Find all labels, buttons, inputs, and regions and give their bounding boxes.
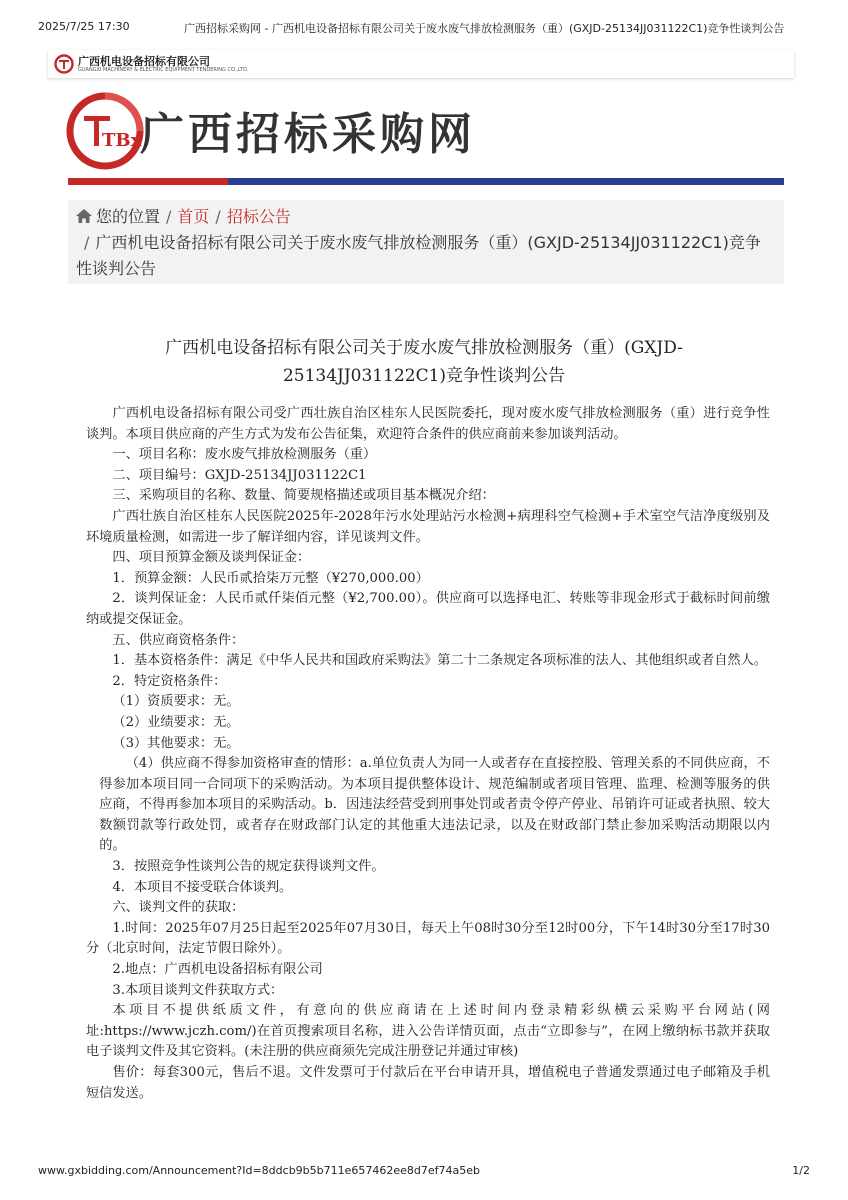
site-banner	[62, 84, 784, 194]
paragraph-exclusion-rules: （4）供应商不得参加资格审查的情形：a.单位负责人为同一人或者存在直接控股、管理关系的不同供应商，不得参加本项目同一合同项下的采购活动。为本项目提供整体设计、规范编制或者项目管理、监理、检测等服务的供应商，不得再参加本项目的采购活动。b．因违法经营受到刑事处罚或者责令停产停业、吊销许可证或者执照、较大数额罚款等行政处罚，或者存在财政部门认定的其他重大违法记录，以及在财政部门禁止参加采购活动期限以内的。	[99, 756, 770, 854]
paragraph-basic-qualification: 1．基本资格条件：满足《中华人民共和国政府采购法》第二十二条规定各项标准的法人、其他组织或者自然人。	[112, 653, 767, 669]
logo-text: TBx	[102, 130, 142, 151]
paragraph-price: 售价：每套300元，售后不退。文件发票可于付款后在平台申请开具，增值税电子普通发票通过电子邮箱及手机短信发送。	[86, 1065, 770, 1101]
home-icon	[76, 209, 92, 223]
breadcrumb-separator: /	[84, 233, 90, 252]
paragraph-project-name: 一、项目名称：废水废气排放检测服务（重）	[112, 447, 377, 463]
paragraph-qualification-item: （1）资质要求：无。	[112, 694, 240, 710]
paragraph-no-consortium: 4．本项目不接受联合体谈判。	[112, 879, 293, 895]
print-url: www.gxbidding.com/Announcement?Id=8ddcb9b5b711e657462ee8d7ef74a5eb	[38, 1164, 481, 1177]
company-name-en: GUANGXI MACHINERY & ELECTRIC EQUIPMENT TENDERING CO.,LTD.	[78, 67, 249, 73]
breadcrumb-location-label: 您的位置	[96, 207, 161, 226]
company-logo-icon	[54, 54, 74, 74]
paragraph-specific-qualification: 2．特定资格条件：	[112, 673, 227, 689]
paragraph-section-4-heading: 四、项目预算金额及谈判保证金：	[112, 550, 311, 566]
print-header	[38, 20, 810, 36]
print-page-title: 广西招标采购网 - 广西机电设备招标有限公司关于废水废气排放检测服务（重）(GXJD-25134JJ031122C1)竞争性谈判公告	[184, 22, 785, 35]
paragraph-time: 1.时间：2025年07月25日起至2025年07月30日，每天上午08时30分至12时00分，下午14时30分至17时30分（北京时间，法定节假日除外）。	[86, 920, 770, 957]
paragraph-project-code: 二、项目编号：GXJD-25134JJ031122C1	[112, 467, 367, 483]
paragraph-section-3-heading: 三、采购项目的名称、数量、简要规格描述或项目基本概况介绍：	[112, 488, 495, 504]
document-body	[86, 404, 770, 1104]
breadcrumb-section-link[interactable]: 招标公告	[226, 207, 291, 226]
breadcrumb-separator: /	[166, 207, 172, 226]
paragraph-method-heading: 3.本项目谈判文件获取方式：	[112, 982, 284, 998]
paragraph-intro: 广西机电设备招标有限公司受广西壮族自治区桂东人民医院委托，现对废水废气排放检测服务（重）进行竞争性谈判。本项目供应商的产生方式为发布公告征集，欢迎符合条件的供应商前来参加谈判活动。	[86, 406, 770, 442]
banner-divider-red	[68, 178, 228, 185]
breadcrumb-current: 广西机电设备招标有限公司关于废水废气排放检测服务（重）(GXJD-25134JJ031122C1)竞争性谈判公告	[76, 233, 761, 278]
breadcrumb-home-link[interactable]: 首页	[177, 207, 210, 226]
company-topbar	[48, 50, 794, 78]
document-title: 广西机电设备招标有限公司关于废水废气排放检测服务（重）(GXJD-25134JJ031122C1)竞争性谈判公告	[165, 338, 683, 386]
paragraph-section-5-heading: 五、供应商资格条件：	[112, 632, 245, 648]
page-number: 1/2	[792, 1164, 810, 1177]
paragraph-method: 本项目不提供纸质文件，有意向的供应商请在上述时间内登录精彩纵横云采购平台网站(网址:https://www.jczh.com/)在首页搜索项目名称，进入公告详情页面，点击“立即参与”，在网上缴纳标书款并获取电子谈判文件及其它资料。(未注册的供应商须先完成注册登记并通过审核)	[86, 1003, 770, 1060]
paragraph-location: 2.地点：广西机电设备招标有限公司	[112, 962, 323, 978]
banner-divider-blue	[228, 178, 784, 185]
paragraph-qualification-item: （3）其他要求：无。	[112, 735, 240, 751]
site-name: 广西招标采购网	[140, 109, 476, 160]
paragraph-budget: 1．预算金额：人民币贰拾柒万元整（¥270,000.00）	[112, 570, 429, 586]
print-footer	[38, 1164, 810, 1180]
print-datetime: 2025/7/25 17:30	[38, 20, 130, 33]
paragraph-obtain-docs: 3．按照竞争性谈判公告的规定获得谈判文件。	[112, 859, 385, 875]
paragraph-project-overview: 广西壮族自治区桂东人民医院2025年-2028年污水处理站污水检测+病理科空气检测+手术室空气洁净度级别及环境质量检测，如需进一步了解详细内容，详见谈判文件。	[86, 508, 770, 545]
paragraph-deposit: 2．谈判保证金：人民币贰仟柒佰元整（¥2,700.00）。供应商可以选择电汇、转账等非现金形式于截标时间前缴纳或提交保证金。	[86, 591, 770, 627]
company-name: 广西机电设备招标有限公司	[78, 55, 210, 68]
breadcrumb	[68, 200, 784, 284]
breadcrumb-separator: /	[215, 207, 221, 226]
paragraph-qualification-item: （2）业绩要求：无。	[112, 714, 240, 730]
paragraph-section-6-heading: 六、谈判文件的获取：	[112, 900, 245, 916]
site-logo-icon[interactable]	[64, 90, 146, 172]
